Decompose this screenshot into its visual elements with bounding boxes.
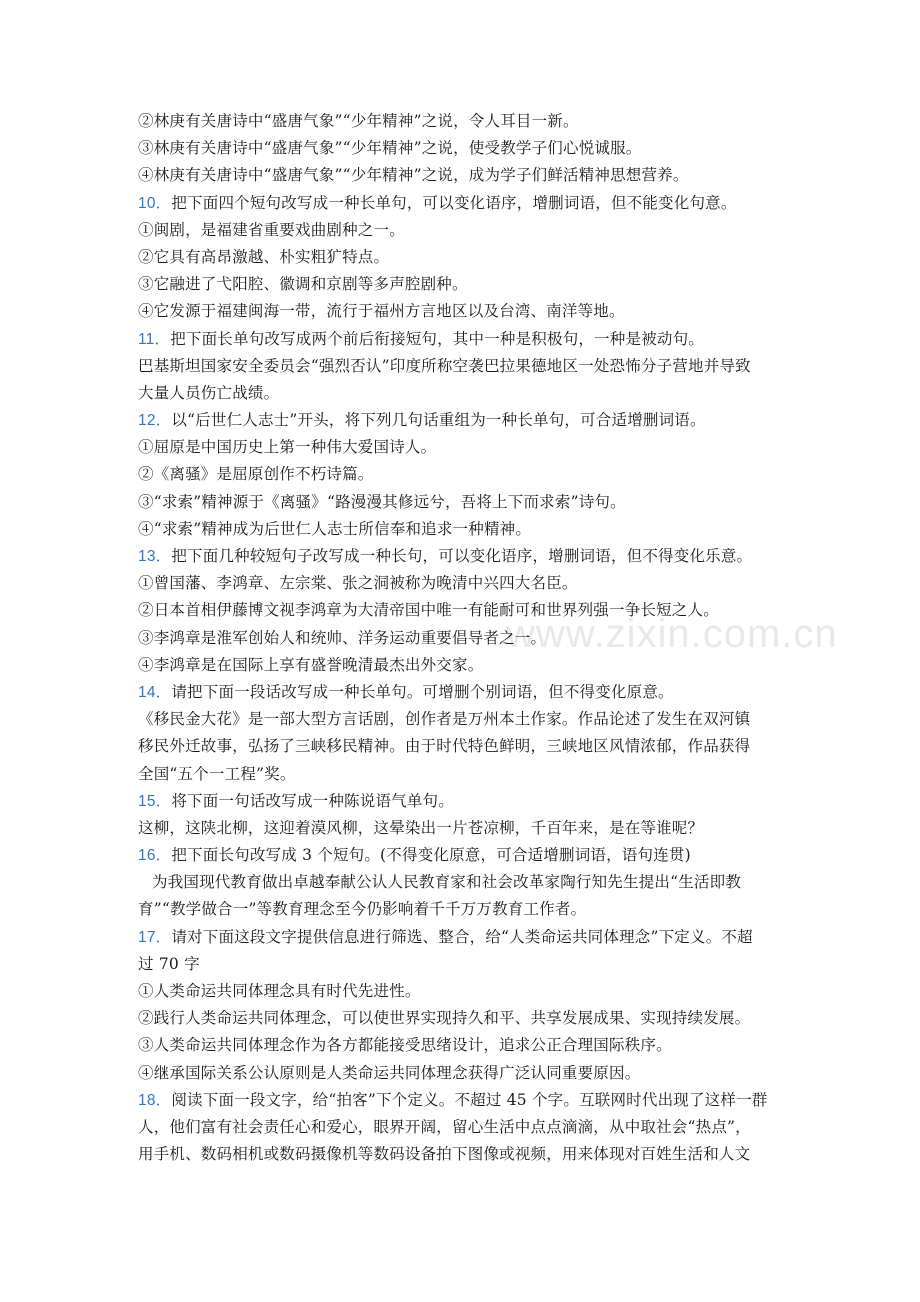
line-text: 为我国现代教育做出卓越奉献公认人民教育家和社会改革家陶行知先生提出“生活即教 [152,873,742,892]
text-line [138,625,788,652]
question-number: 16． [138,847,172,865]
line-text: ①屈原是中国历史上第一种伟大爱国诗人。 [138,438,437,457]
text-line [138,652,788,679]
text-line [138,570,788,597]
text-line [138,869,788,896]
question-number: 18． [138,1091,172,1109]
line-text: ③人类命运共同体理念作为各方都能接受思绪设计，追求公正合理国际秩序。 [138,1036,672,1055]
line-text: ③李鸿章是淮军创始人和统帅、洋务运动重要倡导者之一。 [138,628,547,647]
question-number: 14． [138,683,172,701]
line-text: ③林庚有关唐诗中“盛唐气象”“少年精神”之说，使受教学子们心悦诚服。 [138,139,642,158]
watermark: www.zixin.com.cn [506,612,838,656]
text-line [138,597,788,624]
text-line [138,271,788,298]
text-line [138,461,788,488]
text-line [138,516,788,543]
question-line [138,924,788,951]
line-text: ①闽剧，是福建省重要戏曲剧种之一。 [138,220,405,239]
question-line [138,543,788,570]
line-text: ④继承国际关系公认原则是人类命运共同体理念获得广泛认同重要原因。 [138,1063,641,1082]
text-line [138,733,788,760]
question-line [138,326,788,353]
question-line [138,190,788,217]
line-text: 巴基斯坦国家安全委员会“强烈否认”印度所称空袭巴拉果德地区一处恐怖分子营地并导致 [138,356,751,375]
text-line [138,978,788,1005]
document-body [138,108,788,1168]
text-line [138,244,788,271]
text-line [138,1005,788,1032]
line-text: 《移民金大花》是一部大型方言话剧，创作者是万州本土作家。作品论述了发生在双河镇 [138,710,751,729]
line-text: 过 70 字 [138,954,200,973]
text-line [138,135,788,162]
line-text: 以“后世仁人志士”开头，将下列几句话重组为一种长单句，可合适增删词语。 [171,411,706,430]
text-line [138,162,788,189]
line-text: 把下面长单句改写成两个前后衔接短句，其中一种是积极句，一种是被动句。 [170,329,705,348]
line-text: ②林庚有关唐诗中“盛唐气象”“少年精神”之说，令人耳目一新。 [138,112,579,130]
line-text: ④“求索”精神成为后世仁人志士所信奉和追求一种精神。 [138,519,532,538]
question-line [138,842,788,869]
line-text: 用手机、数码相机或数码摄像机等数码设备拍下图像或视频，用来体现对百姓生活和人文 [138,1145,751,1164]
question-number: 13． [138,548,172,565]
question-number: 11． [138,330,171,348]
line-text: ③它融进了弋阳腔、徽调和京剧等多声腔剧种。 [138,275,468,294]
question-number: 15． [138,792,172,810]
line-text: ②它具有高昂激越、朴实粗犷特点。 [138,247,390,266]
question-number: 10． [138,194,172,212]
line-text: 把下面长句改写成 3 个短句。(不得变化原意，可合适增删词语，语句连贯) [171,846,691,865]
question-line [138,788,788,815]
line-text: 把下面四个短句改写成一种长单句，可以变化语序，增删词语，但不能变化句意。 [171,193,737,212]
text-line [138,1060,788,1087]
line-text: 这柳，这陕北柳，这迎着漠风柳，这晕染出一片苍凉柳，千百年来，是在等谁呢？ [138,818,704,837]
line-text: 人，他们富有社会责任心和爱心，眼界开阔，留心生活中点点滴滴，从中取社会“热点”， [138,1117,751,1136]
question-number: 12． [138,412,172,430]
text-line [138,706,788,733]
line-text: ①曾国藩、李鸿章、左宗棠、张之洞被称为晚清中兴四大名臣。 [138,574,578,593]
line-text: 将下面一句话改写成一种陈说语气单句。 [171,791,454,810]
line-text: 阅读下面一段文字，给“拍客”下个定义。不超过 45 个字。互联网时代出现了这样一群 [171,1090,768,1109]
question-line [138,679,788,706]
text-line [138,298,788,325]
text-line [138,489,788,516]
text-line [138,434,788,461]
question-number: 17． [138,928,172,946]
line-text: 全国“五个一工程”奖。 [138,764,296,783]
text-line [138,1141,788,1168]
line-text: 请把下面一段话改写成一种长单句。可增删个别词语，但不得变化原意。 [171,682,674,701]
line-text: ①人类命运共同体理念具有时代先进性。 [138,982,421,1000]
text-line [138,951,788,978]
text-line [138,1114,788,1141]
text-line [138,1032,788,1059]
text-line [138,353,788,380]
line-text: ②践行人类命运共同体理念，可以使世界实现持久和平、共享发展成果、实现持续发展。 [138,1009,751,1028]
text-line [138,896,788,923]
text-line [138,108,788,135]
line-text: 大量人员伤亡战绩。 [138,383,280,402]
question-line [138,1087,788,1114]
line-text: ④它发源于福建闽海一带，流行于福州方言地区以及台湾、南洋等地。 [138,302,625,321]
text-line [138,217,788,244]
line-text: 把下面几种较短句子改写成一种长句，可以变化语序，增删词语，但不得变化乐意。 [171,547,753,565]
text-line [138,761,788,788]
line-text: 移民外迁故事，弘扬了三峡移民精神。由于时代特色鲜明，三峡地区风情浓郁，作品获得 [138,737,751,756]
question-line [138,407,788,434]
line-text: ②《离骚》是屈原创作不朽诗篇。 [138,465,374,484]
line-text: 请对下面这段文字提供信息进行筛选、整合，给“人类命运共同体理念”下定义。不超 [171,927,753,946]
line-text: ④李鸿章是在国际上享有盛誉晚清最杰出外交家。 [138,655,484,674]
line-text: ②日本首相伊藤博文视李鸿章为大清帝国中唯一有能耐可和世界列强一争长短之人。 [138,601,719,620]
line-text: 育”“教学做合一”等教育理念至今仍影响着千千万万教育工作者。 [138,900,587,919]
text-line [138,380,788,407]
line-text: ④林庚有关唐诗中“盛唐气象”“少年精神”之说，成为学子们鲜活精神思想营养。 [138,166,689,185]
text-line [138,815,788,842]
line-text: ③“求索”精神源于《离骚》“路漫漫其修远兮，吾将上下而求索”诗句。 [138,492,626,511]
